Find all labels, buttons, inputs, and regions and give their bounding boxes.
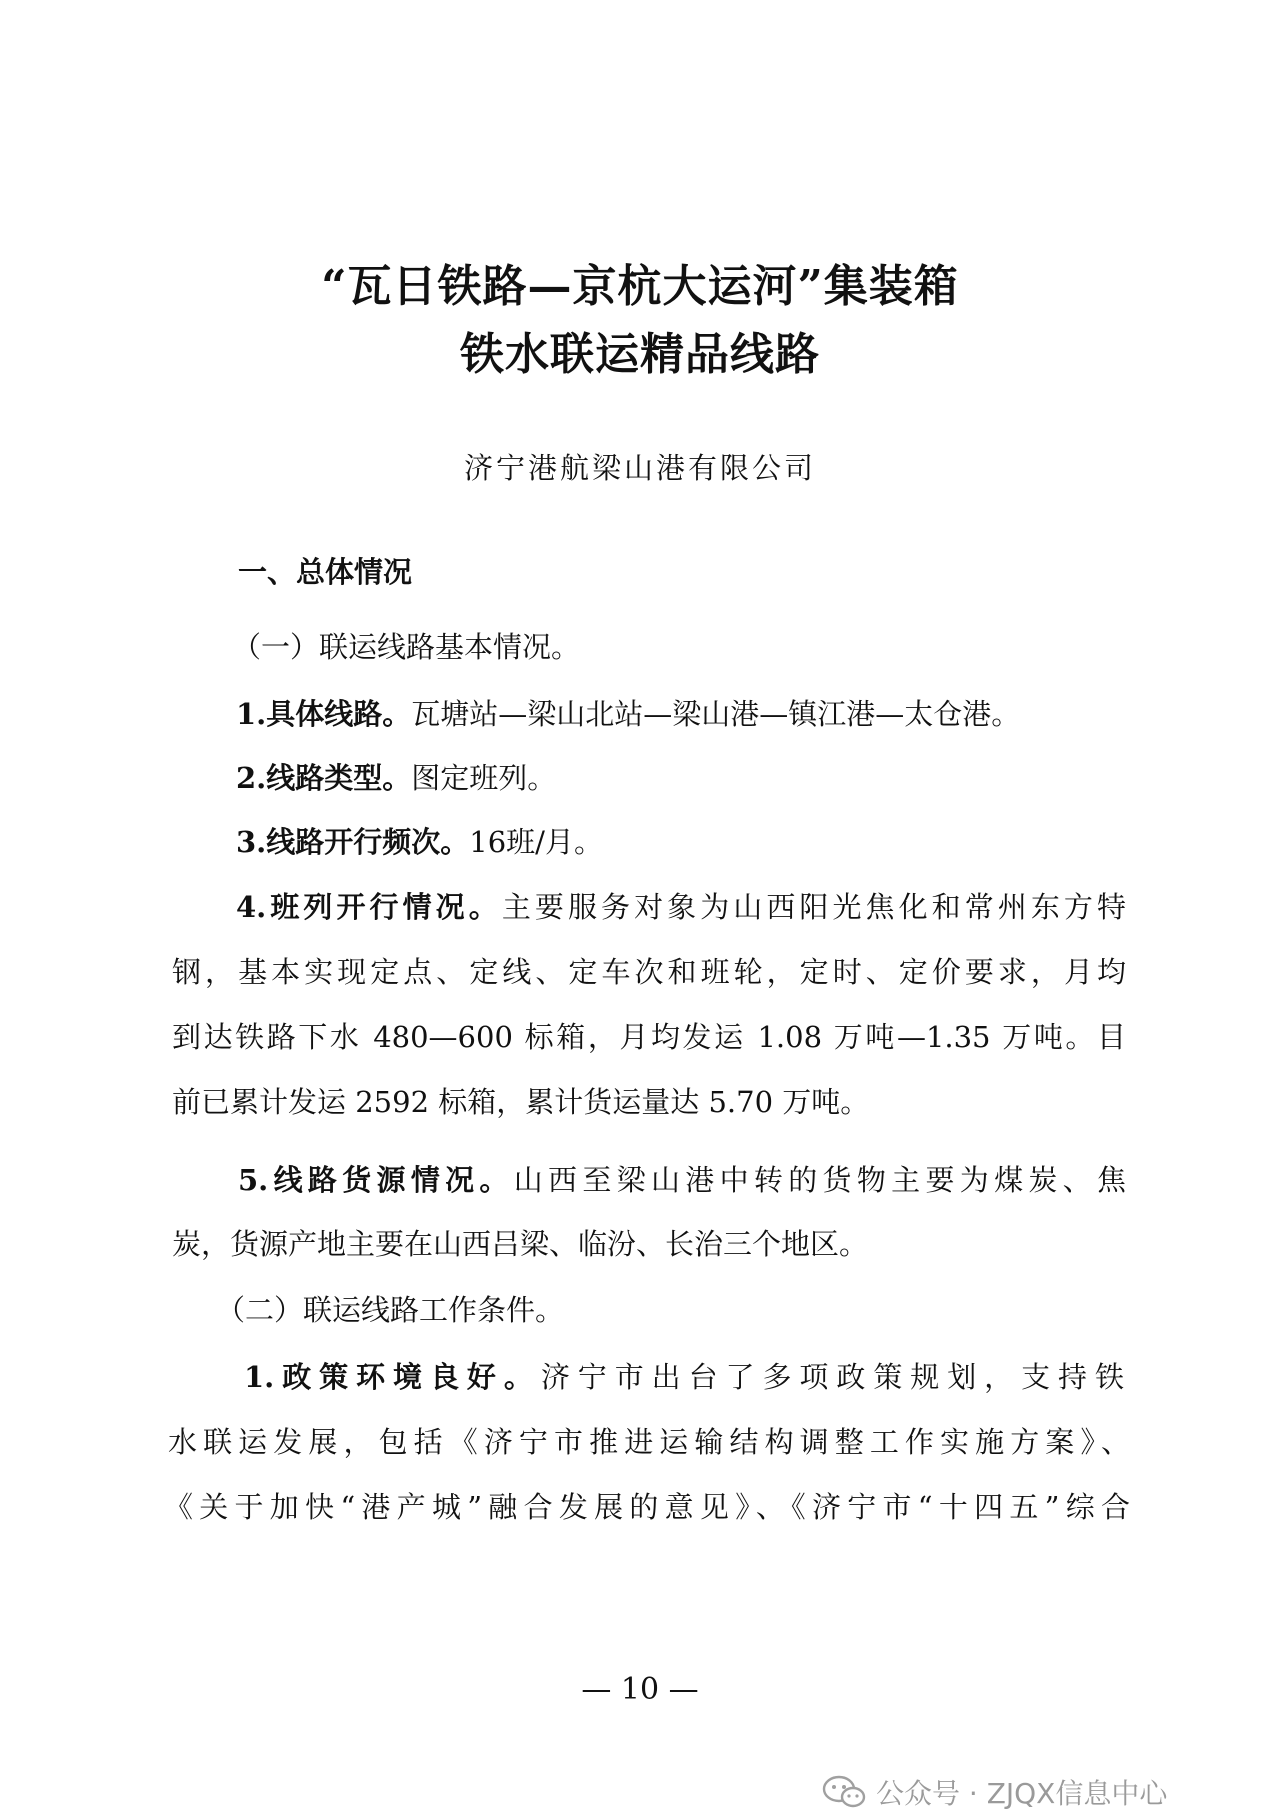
watermark-text: 公众号 · ZJQX信息中心 [876, 1777, 1168, 1810]
item-text: 主要服务对象为山西阳光焦化和常州东方特 [501, 890, 1126, 924]
item-text: 济宁市出台了多项政策规划，支持铁 [540, 1360, 1124, 1394]
subsection-heading-conditions: （二）联运线路工作条件。 [216, 1293, 565, 1327]
paragraph-route-type [236, 758, 1194, 798]
document-title-line1: “瓦日铁路—京杭大运河”集装箱 [321, 261, 959, 312]
wechat-icon [822, 1775, 866, 1809]
item-label: 1.政策环境良好。 [244, 1360, 541, 1394]
item-text: 图定班列。 [411, 761, 557, 795]
section-heading-overview: 一、总体情况 [238, 555, 413, 589]
paragraph-cargo-line2: 炭，货源产地主要在山西吕梁、临汾、长治三个地区。 [172, 1227, 869, 1261]
item-label: 5.线路货源情况。 [238, 1163, 514, 1197]
item-text: 瓦塘站—梁山北站—梁山港—镇江港—太仓港。 [411, 697, 1021, 731]
item-label: 2.线路类型。 [236, 761, 412, 795]
paragraph-route [236, 694, 1194, 734]
subsection-heading-basic: （一）联运线路基本情况。 [232, 630, 581, 664]
paragraph-policy-line1 [244, 1357, 1124, 1397]
item-label: 1.具体线路。 [236, 697, 412, 731]
document-title-line2: 铁水联运精品线路 [460, 329, 820, 380]
paragraph-policy-line3: 《关于加快“港产城”融合发展的意见》、《济宁市“十四五”综合 [164, 1490, 1130, 1524]
watermark [822, 1772, 1167, 1812]
item-label: 3.线路开行频次。 [236, 825, 470, 859]
organization-name: 济宁港航梁山港有限公司 [463, 451, 816, 485]
paragraph-operation-line4: 前已累计发运 2592 标箱，累计货运量达 5.70 万吨。 [172, 1085, 870, 1119]
paragraph-operation-line3: 到达铁路下水 480—600 标箱，月均发运 1.08 万吨—1.35 万吨。目 [172, 1020, 1126, 1054]
paragraph-operation-line2: 钢，基本实现定点、定线、定车次和班轮，定时、定价要求，月均 [172, 955, 1126, 989]
item-label: 4.班列开行情况。 [236, 890, 502, 924]
item-text: 山西至梁山港中转的货物主要为煤炭、焦 [513, 1163, 1126, 1197]
paragraph-cargo-line1 [238, 1160, 1126, 1200]
paragraph-operation-line1 [236, 887, 1126, 927]
paragraph-policy-line2: 水联运发展，包括《济宁市推进运输结构调整工作实施方案》、 [168, 1425, 1130, 1459]
paragraph-frequency [236, 822, 1194, 862]
page-number: — 10 — [581, 1672, 699, 1707]
item-text: 16班/月。 [469, 825, 603, 859]
